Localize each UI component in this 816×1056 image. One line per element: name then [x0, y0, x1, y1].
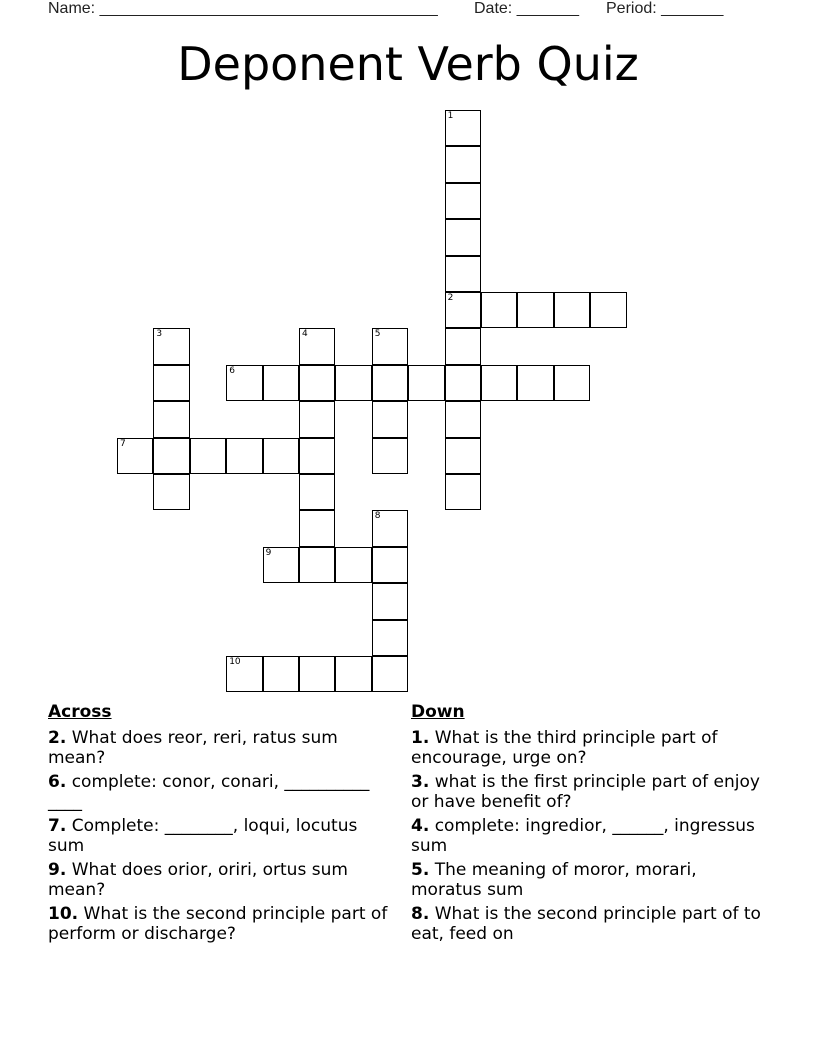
- crossword-cell[interactable]: [153, 365, 189, 401]
- clue-number: 7.: [48, 816, 67, 836]
- crossword-cell[interactable]: [299, 365, 335, 401]
- crossword-cell[interactable]: [299, 474, 335, 510]
- crossword-cell[interactable]: [445, 365, 481, 401]
- crossword-cell[interactable]: [372, 328, 408, 364]
- crossword-cell[interactable]: [299, 438, 335, 474]
- date-field[interactable]: Date: _______: [474, 0, 579, 17]
- crossword-cell[interactable]: [408, 365, 444, 401]
- crossword-cell[interactable]: [372, 547, 408, 583]
- crossword-cell[interactable]: [372, 583, 408, 619]
- clue-down-3: [411, 772, 761, 812]
- clue-down-8: [411, 904, 761, 944]
- cell-number: 7: [120, 438, 126, 449]
- crossword-cell[interactable]: [445, 292, 481, 328]
- crossword-cell[interactable]: [299, 328, 335, 364]
- worksheet-header: [0, 0, 816, 22]
- crossword-cell[interactable]: [590, 292, 626, 328]
- cell-number: 1: [447, 111, 454, 121]
- cell-number: 3: [156, 329, 163, 340]
- period-field[interactable]: Period: _______: [606, 0, 724, 17]
- cell-number: 2: [447, 293, 454, 303]
- crossword-cell[interactable]: [153, 474, 189, 510]
- clue-down-5: [411, 860, 761, 900]
- crossword-cell[interactable]: [372, 510, 408, 546]
- down-heading: Down: [411, 702, 465, 722]
- clue-number: 4.: [411, 816, 430, 836]
- crossword-cell[interactable]: [263, 438, 299, 474]
- crossword-cell[interactable]: [372, 620, 408, 656]
- crossword-cell[interactable]: [299, 401, 335, 437]
- crossword-cell[interactable]: [263, 365, 299, 401]
- crossword-cell[interactable]: [335, 547, 371, 583]
- crossword-cell[interactable]: [481, 292, 517, 328]
- crossword-cell[interactable]: [554, 292, 590, 328]
- clue-number: 3.: [411, 772, 430, 792]
- across-clues: [48, 702, 398, 948]
- crossword-cell[interactable]: [263, 656, 299, 692]
- crossword-cell[interactable]: [299, 656, 335, 692]
- clue-text: What does reor, reri, ratus sum mean?: [48, 728, 338, 768]
- crossword-cell[interactable]: [445, 256, 481, 292]
- crossword-cell[interactable]: [299, 510, 335, 546]
- crossword-cell[interactable]: [517, 365, 553, 401]
- clue-number: 6.: [48, 772, 67, 792]
- clue-number: 2.: [48, 728, 67, 748]
- clue-across-6: [48, 772, 398, 812]
- crossword-cell[interactable]: [445, 474, 481, 510]
- clue-number: 8.: [411, 904, 430, 924]
- clue-down-4: [411, 816, 761, 856]
- cell-number: 6: [229, 365, 235, 376]
- crossword-cell[interactable]: [517, 292, 553, 328]
- clue-text: Complete: ________, loqui, locutus sum: [48, 816, 358, 856]
- clue-text: What does orior, oriri, ortus sum mean?: [48, 860, 348, 900]
- clue-down-1: [411, 728, 761, 768]
- cell-number: 5: [374, 329, 381, 340]
- crossword-cell[interactable]: [190, 438, 226, 474]
- crossword-cell[interactable]: [554, 365, 590, 401]
- crossword-cell[interactable]: [372, 365, 408, 401]
- clue-across-2: [48, 728, 398, 768]
- cell-number: 8: [374, 511, 381, 522]
- crossword-cell[interactable]: [153, 401, 189, 437]
- clue-number: 9.: [48, 860, 67, 880]
- crossword-cell[interactable]: [117, 438, 153, 474]
- clue-across-7: [48, 816, 398, 856]
- clue-number: 10.: [48, 904, 79, 924]
- clue-text: complete: ingredior, ______, ingressus sum: [411, 816, 755, 856]
- crossword-cell[interactable]: [481, 365, 517, 401]
- crossword-cell[interactable]: [372, 656, 408, 692]
- clue-text: What is the third principle part of encourage, urge on?: [411, 728, 718, 768]
- clue-number: 1.: [411, 728, 430, 748]
- crossword-cell[interactable]: [445, 110, 481, 146]
- cell-number: 4: [302, 329, 308, 340]
- clue-text: what is the first principle part of enjoy or have benefit of?: [411, 772, 760, 812]
- crossword-cell[interactable]: [226, 365, 262, 401]
- down-clues: [411, 702, 761, 948]
- name-field[interactable]: Name: ______________________________________: [48, 0, 438, 17]
- crossword-cell[interactable]: [445, 328, 481, 364]
- crossword-cell[interactable]: [226, 656, 262, 692]
- page-title: Deponent Verb Quiz: [177, 37, 639, 91]
- crossword-cell[interactable]: [445, 219, 481, 255]
- crossword-cell[interactable]: [226, 438, 262, 474]
- clue-text: What is the second principle part of perform or discharge?: [48, 904, 388, 944]
- crossword-cell[interactable]: [372, 401, 408, 437]
- crossword-cell[interactable]: [263, 547, 299, 583]
- crossword-cell[interactable]: [445, 401, 481, 437]
- crossword-cell[interactable]: [445, 183, 481, 219]
- clue-text: The meaning of moror, morari, moratus sum: [411, 860, 697, 900]
- across-heading: Across: [48, 702, 112, 722]
- clue-across-9: [48, 860, 398, 900]
- crossword-cell[interactable]: [372, 438, 408, 474]
- clue-text: complete: conor, conari, __________ ____: [48, 772, 370, 812]
- crossword-cell[interactable]: [445, 146, 481, 182]
- clue-across-10: [48, 904, 398, 944]
- crossword-cell[interactable]: [335, 365, 371, 401]
- crossword-cell[interactable]: [299, 547, 335, 583]
- crossword-cell[interactable]: [335, 656, 371, 692]
- cell-number: 10: [229, 657, 241, 667]
- crossword-cell[interactable]: [445, 438, 481, 474]
- clue-text: What is the second principle part of to eat, feed on: [411, 904, 761, 944]
- crossword-cell[interactable]: [153, 328, 189, 364]
- clue-number: 5.: [411, 860, 430, 880]
- cell-number: 9: [265, 547, 272, 558]
- crossword-cell[interactable]: [153, 438, 189, 474]
